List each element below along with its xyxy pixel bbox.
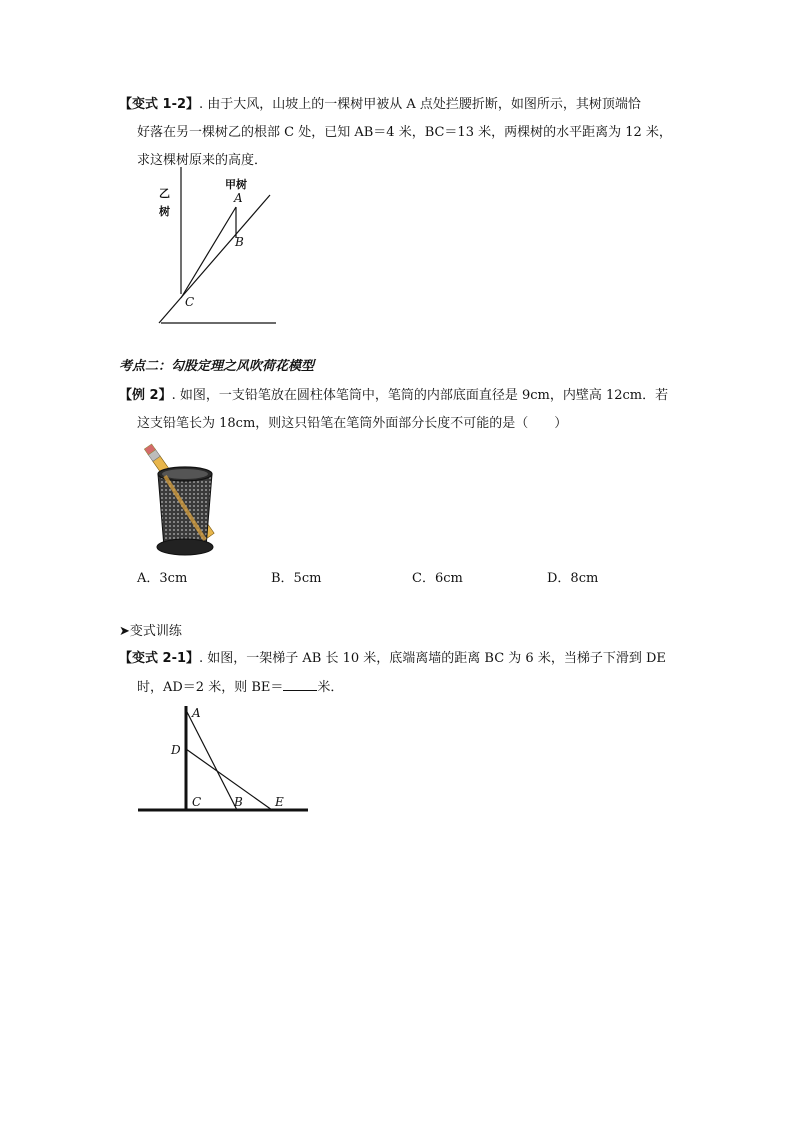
label-yi: 乙: [159, 187, 170, 200]
option-d[interactable]: D．8cm: [547, 571, 599, 586]
label-B: B: [235, 235, 244, 249]
section-title: 考点二：勾股定理之风吹荷花模型: [119, 359, 315, 374]
label-D: D: [171, 743, 181, 757]
label-E: E: [275, 795, 284, 809]
example-2-line2: 这支铅笔长为 18cm，则这只铅笔在笔筒外面部分长度不可能的是（ ）: [137, 416, 568, 431]
option-a[interactable]: A．3cm: [137, 571, 188, 586]
option-b[interactable]: B．5cm: [271, 571, 322, 586]
variant-2-1-tag: 【变式 2-1】: [119, 651, 200, 666]
option-c[interactable]: C．6cm: [412, 571, 463, 586]
variant-2-1-line2: 时，AD＝2 米，则 BE＝ 米．: [137, 680, 344, 695]
label-B2: B: [234, 795, 243, 809]
label-shu: 树: [159, 205, 170, 218]
variant-1-2-line2: 好落在另一棵树乙的根部 C 处，已知 AB＝4 米，BC＝13 米，两棵树的水平距离为 12 米，: [137, 125, 672, 140]
arrow-icon: ➤: [119, 624, 130, 639]
label-A2: A: [192, 706, 201, 720]
example-2-line1: 【例 2】. 如图，一支铅笔放在圆柱体笔筒中，笔筒的内部底面直径是 9cm，内壁高 12cm．若: [119, 388, 669, 403]
variant-1-2-tag: 【变式 1-2】: [119, 97, 200, 112]
label-C2: C: [192, 795, 202, 809]
variant-2-1-line1: 【变式 2-1】. 如图，一架梯子 AB 长 10 米，底端离墙的距离 BC 为 6 米，当梯子下滑到 DE: [119, 651, 666, 666]
label-C: C: [185, 295, 195, 309]
training-heading: ➤变式训练: [119, 624, 182, 639]
example-2-tag: 【例 2】: [119, 388, 172, 403]
label-jiashu: 甲树: [225, 178, 247, 191]
variant-1-2-line3: 求这棵树原来的高度．: [137, 153, 268, 168]
variant-1-2-line1: 【变式 1-2】. 由于大风，山坡上的一棵树甲被从 A 点处拦腰折断，如图所示，其树顶端恰: [119, 97, 641, 112]
label-A: A: [234, 191, 243, 205]
